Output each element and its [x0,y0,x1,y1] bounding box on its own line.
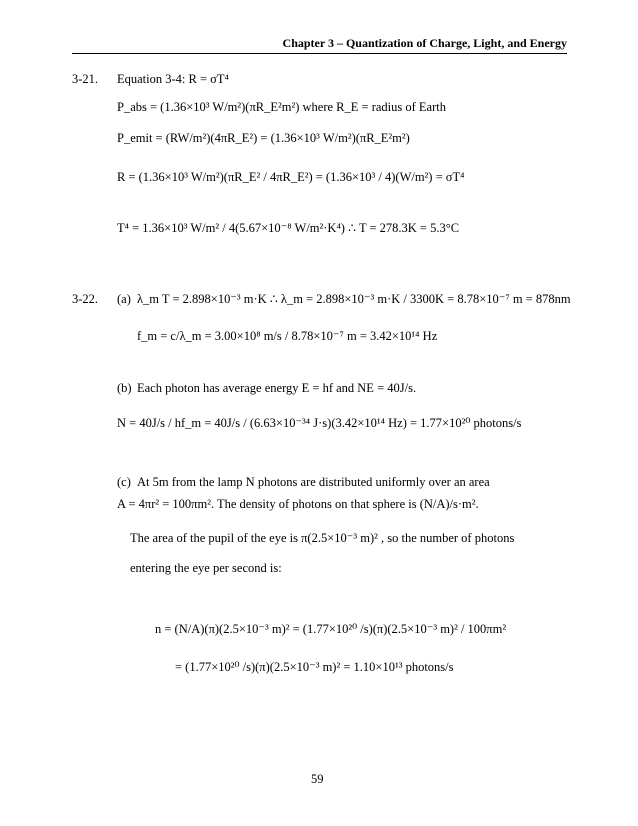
equation-photon-rate: N = 40J/s / hf_m = 40J/s / (6.63×10⁻³⁴ J·s)(3.42×10¹⁴ Hz) = 1.77×10²⁰ photons/s [117,416,522,430]
equation-r: R = (1.36×10³ W/m²)(πR_E² / 4πR_E²) = (1.36×10³ / 4)(W/m²) = σT⁴ [117,170,465,184]
equation-n-1: n = (N/A)(π)(2.5×10⁻³ m)² = (1.77×10²⁰ /s)(π)(2.5×10⁻³ m)² / 100πm² [155,622,507,636]
chapter-header: Chapter 3 – Quantization of Charge, Light, and Energy [282,36,567,50]
problem-number-3-22: 3-22. [72,292,99,306]
header-rule [72,53,567,54]
part-c-label: (c) [117,475,131,489]
equation-intro: Equation 3-4: R = σT⁴ [117,72,229,86]
equation-frequency: f_m = c/λ_m = 3.00×10⁸ m/s / 8.78×10⁻⁷ m = 3.42×10¹⁴ Hz [137,329,438,343]
equation-t4: T⁴ = 1.36×10³ W/m² / 4(5.67×10⁻⁸ W/m²·K⁴) ∴ T = 278.3K = 5.3°C [117,221,460,235]
part-c-text-4: entering the eye per second is: [130,561,282,575]
equation-wien: λ_m T = 2.898×10⁻³ m·K ∴ λ_m = 2.898×10⁻³ m·K / 3300K = 8.78×10⁻⁷ m = 878nm [137,292,571,306]
part-a-label: (a) [117,292,131,306]
part-c-text-2: A = 4πr² = 100πm². The density of photons on that sphere is (N/A)/s·m². [117,497,479,511]
part-c-text-3: The area of the pupil of the eye is π(2.5×10⁻³ m)² , so the number of photons [130,531,515,545]
part-b-label: (b) [117,381,132,395]
equation-p-abs: P_abs = (1.36×10³ W/m²)(πR_E²m²) where R_E = radius of Earth [117,100,446,114]
page-number: 59 [311,772,324,786]
equation-n-2: = (1.77×10²⁰ /s)(π)(2.5×10⁻³ m)² = 1.10×10¹³ photons/s [175,660,454,674]
part-c-text-1: At 5m from the lamp N photons are distributed uniformly over an area [137,475,490,489]
problem-number-3-21: 3-21. [72,72,99,86]
equation-p-emit: P_emit = (RW/m²)(4πR_E²) = (1.36×10³ W/m²)(πR_E²m²) [117,131,410,145]
part-b-text: Each photon has average energy E = hf and NE = 40J/s. [137,381,417,395]
